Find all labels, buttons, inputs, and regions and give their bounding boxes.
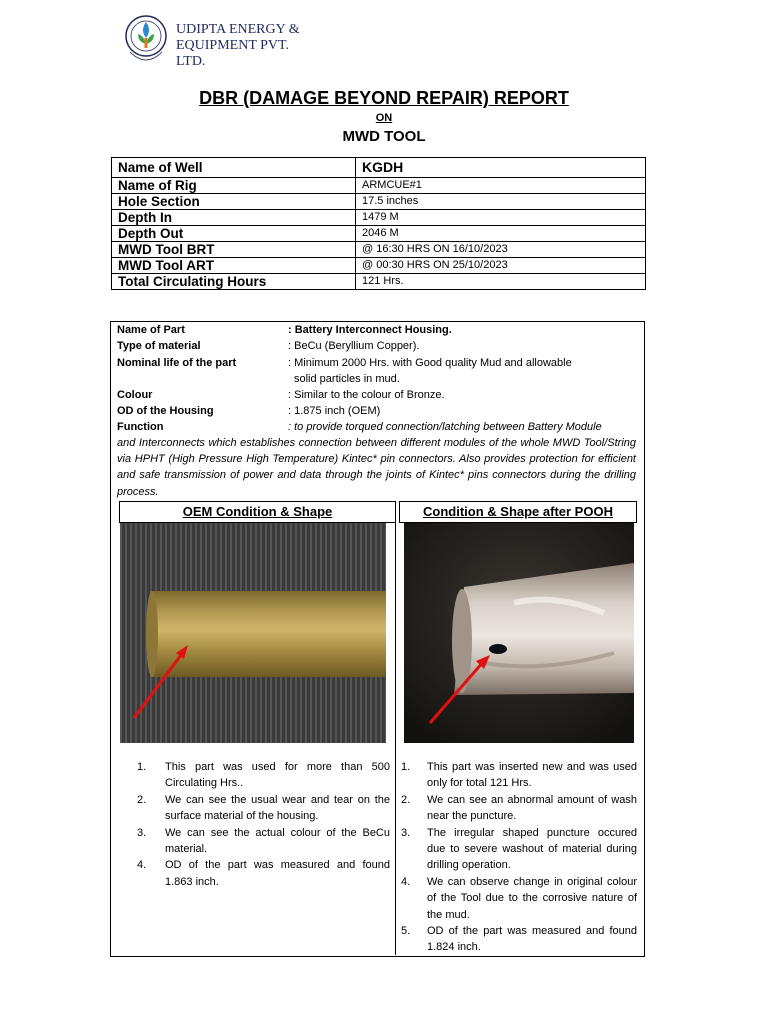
info-value: @ 00:30 HRS ON 25/10/2023: [356, 258, 646, 274]
list-item-text: We can see an abnormal amount of wash near the puncture.: [427, 793, 637, 823]
life-value: : Minimum 2000 Hrs. with Good quality Mud and allowable: [288, 357, 572, 369]
info-label: Name of Well: [112, 158, 356, 178]
list-item-number: 1.: [137, 761, 147, 773]
list-item-text: OD of the part was measured and found 1.824 inch.: [427, 925, 637, 954]
material-row: [117, 338, 419, 354]
company-name: [176, 22, 318, 70]
list-item: [137, 825, 390, 858]
life-row: [117, 355, 572, 371]
pooh-condition-header-text: Condition & Shape after POOH: [423, 504, 613, 519]
list-item-number: 4.: [137, 859, 147, 872]
table-row: [112, 158, 646, 178]
list-item-text: We can see the actual colour of the BeCu material.: [165, 826, 390, 856]
info-value: 2046 M: [356, 226, 646, 242]
list-item-number: 3.: [137, 826, 147, 839]
list-item: [137, 857, 390, 890]
material-label: Type of material: [117, 340, 201, 352]
info-value: @ 16:30 HRS ON 16/10/2023: [356, 242, 646, 258]
info-label: Depth In: [112, 210, 356, 226]
list-item: [401, 759, 637, 792]
list-item-number: 4.: [401, 875, 411, 888]
od-row: [117, 403, 380, 419]
list-item: [137, 759, 390, 792]
list-item-text: We can observe change in original colour of the Tool due to the corrosive nature of the mud.: [427, 875, 637, 921]
table-row: [112, 178, 646, 194]
column-divider: [395, 522, 396, 955]
list-item-number: 1.: [401, 761, 411, 773]
info-label: Depth Out: [112, 226, 356, 242]
oem-condition-header: [119, 501, 396, 523]
oem-observations-list: [137, 759, 390, 890]
part-name-value: : Battery Interconnect Housing.: [288, 324, 452, 336]
report-subtitle: MWD TOOL: [342, 128, 426, 145]
function-row: [117, 419, 602, 435]
info-value: KGDH: [356, 158, 646, 178]
function-label: Function: [117, 421, 164, 433]
table-row: [112, 210, 646, 226]
info-label: Name of Rig: [112, 178, 356, 194]
od-value: : 1.875 inch (OEM): [288, 405, 381, 417]
table-row: [112, 242, 646, 258]
life-value-continued: solid particles in mud.: [294, 373, 400, 385]
colour-label: Colour: [117, 389, 153, 401]
list-item: [401, 792, 637, 825]
table-row: [112, 274, 646, 290]
company-logo: [118, 10, 318, 72]
colour-value: : Similar to the colour of Bronze.: [288, 389, 445, 401]
list-item-number: 5.: [401, 925, 411, 938]
list-item-number: 3.: [401, 826, 411, 839]
part-name-label: Name of Part: [117, 324, 185, 336]
table-row: [112, 258, 646, 274]
report-title: DBR (DAMAGE BEYOND REPAIR) REPORT: [199, 88, 569, 108]
function-description: and Interconnects which establishes connection between different modules of the whole MWD Tool/String via HPHT (High Pressure High Temperature) Kintec* pin connectors. Also provides protection for efficient and safe transmission of power and data through the joints of Kintec* pins connectors during the drilling process.: [117, 437, 636, 498]
list-item-text: This part was used for more than 500 Circulating Hrs..: [165, 761, 390, 790]
od-label: OD of the Housing: [117, 405, 214, 417]
list-item-text: This part was inserted new and was used only for total 121 Hrs.: [427, 761, 637, 790]
report-on: ON: [375, 112, 393, 124]
info-label: MWD Tool ART: [112, 258, 356, 274]
oem-condition-header-text: OEM Condition & Shape: [182, 504, 333, 519]
list-item: [401, 923, 637, 956]
pooh-observations-list: [401, 759, 637, 956]
part-details-box: [110, 321, 645, 957]
table-row: [112, 194, 646, 210]
list-item: [401, 874, 637, 923]
list-item-text: We can see the usual wear and tear on the surface material of the housing.: [165, 793, 390, 823]
info-label: MWD Tool BRT: [112, 242, 356, 258]
info-value: 121 Hrs.: [356, 274, 646, 290]
list-item-text: The irregular shaped puncture occured due to severe washout of material during drilling operation.: [427, 826, 637, 872]
info-value: ARMCUE#1: [356, 178, 646, 194]
colour-row: [117, 387, 445, 403]
info-label: Total Circulating Hours: [112, 274, 356, 290]
function-value: : to provide torqued connection/latching between Battery Module: [288, 421, 602, 433]
part-name-row: [117, 322, 452, 338]
well-info-table: [111, 157, 646, 290]
material-value: : BeCu (Beryllium Copper).: [288, 340, 420, 352]
oem-housing-photo: [120, 523, 386, 743]
pooh-condition-header: [399, 501, 637, 523]
company-logo-mark: [122, 12, 170, 70]
info-label: Hole Section: [112, 194, 356, 210]
list-item-number: 2.: [137, 793, 147, 806]
list-item: [401, 825, 637, 874]
company-name-line2: EQUIPMENT PVT. LTD.: [176, 38, 290, 69]
company-name-line1: UDIPTA ENERGY &: [176, 22, 300, 37]
list-item-number: 2.: [401, 793, 411, 806]
info-value: 1479 M: [356, 210, 646, 226]
list-item: [137, 792, 390, 825]
list-item-text: OD of the part was measured and found 1.863 inch.: [165, 859, 390, 888]
life-label: Nominal life of the part: [117, 357, 237, 369]
info-value: 17.5 inches: [356, 194, 646, 210]
table-row: [112, 226, 646, 242]
life-row-continued: [294, 371, 400, 387]
pooh-housing-photo: [404, 523, 634, 743]
